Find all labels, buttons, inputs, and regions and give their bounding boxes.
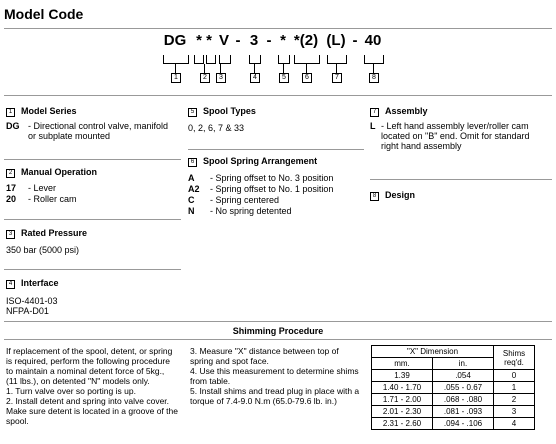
section-title: Interface [21, 278, 59, 288]
marker-7: 7 [332, 73, 342, 83]
cell-in: .094 - .106 [433, 418, 494, 430]
code-stem [336, 64, 337, 73]
divider [4, 321, 552, 322]
code-stem [175, 64, 176, 73]
code-part-spring: *(2) [293, 32, 319, 49]
cell-in: .068 - .080 [433, 394, 494, 406]
item-key: C [188, 195, 195, 205]
item-text: - Directional control valve, manifold or subplate mounted [28, 121, 169, 141]
section-assembly [370, 106, 550, 151]
section-design [370, 190, 550, 201]
section-model-series [6, 106, 182, 141]
shimming-intro: If replacement of the spool, detent, or spring is required, perform the following procedure to maintain a nominal detent force of 5kg., (11 lbs.), on detented "N" models only. [6, 346, 173, 386]
page-title: Model Code [4, 6, 84, 22]
section-title: Spool Types [203, 106, 256, 116]
section-number: 2 [6, 169, 15, 178]
section-spool-types [188, 106, 364, 133]
item-key: A2 [188, 184, 200, 194]
code-bracket [294, 55, 320, 64]
code-stem [220, 64, 221, 73]
cell-mm: 2.31 - 2.60 [372, 418, 433, 430]
section-interface [6, 278, 182, 316]
cell-mm: 2.01 - 2.30 [372, 406, 433, 418]
code-stem [373, 64, 374, 73]
item-key: A [188, 173, 195, 183]
cell-shims: 2 [494, 394, 535, 406]
code-bracket [194, 55, 204, 64]
shimming-step: 1. Turn valve over so porting is up. [6, 386, 136, 396]
code-part-dash: - [352, 32, 358, 49]
interface-line: NFPA-D01 [6, 306, 49, 316]
code-part-series: DG [163, 32, 187, 49]
section-number: 6 [188, 158, 197, 167]
divider [370, 179, 552, 180]
divider [4, 95, 552, 96]
divider [4, 159, 181, 160]
item-key: L [370, 121, 376, 131]
table-row [372, 406, 535, 418]
code-stem [204, 64, 205, 73]
section-rated-pressure [6, 228, 182, 255]
shimming-step: 3. Measure "X" distance between top of spring and spot face. [190, 346, 339, 366]
code-stem [306, 64, 307, 73]
code-stem [254, 64, 255, 73]
divider [4, 28, 552, 29]
item-key: N [188, 206, 195, 216]
cell-shims: 0 [494, 370, 535, 382]
code-stem [283, 64, 284, 73]
section-title: Manual Operation [21, 167, 98, 177]
code-bracket [249, 55, 261, 64]
section-title: Rated Pressure [21, 228, 88, 238]
marker-2: 2 [200, 73, 210, 83]
item-text: - Roller cam [28, 194, 77, 204]
section-spool-spring [188, 156, 364, 217]
table-row [372, 394, 535, 406]
divider [4, 269, 181, 270]
code-bracket [278, 55, 290, 64]
code-bracket [219, 55, 231, 64]
cell-in: .081 - .093 [433, 406, 494, 418]
code-part-dash: - [266, 32, 272, 49]
shimming-step: 4. Use this measurement to determine shims from table. [190, 366, 359, 386]
cell-shims: 1 [494, 382, 535, 394]
shimming-steps-column [190, 346, 360, 406]
section-manual-operation [6, 167, 182, 205]
item-text: - Lever [28, 183, 57, 193]
code-part-design: 40 [364, 32, 382, 49]
cell-mm: 1.71 - 2.00 [372, 394, 433, 406]
divider [4, 339, 552, 340]
section-title: Model Series [21, 106, 77, 116]
cell-mm: 1.39 [372, 370, 433, 382]
table-row [372, 382, 535, 394]
section-title: Spool Spring Arrangement [203, 156, 318, 166]
cell-in: .054 [433, 370, 494, 382]
rated-pressure-value: 350 bar (5000 psi) [6, 245, 80, 255]
code-part-assembly: (L) [326, 32, 346, 49]
item-key: 17 [6, 183, 17, 193]
shimming-title: Shimming Procedure [232, 326, 324, 336]
marker-3: 3 [216, 73, 226, 83]
item-text: - Spring offset to No. 1 position [210, 184, 334, 194]
code-part-operation: * * [196, 32, 212, 49]
shims-header: Shims req'd. [494, 346, 535, 370]
code-bracket [163, 55, 189, 64]
section-number: 3 [6, 230, 15, 239]
cell-shims: 3 [494, 406, 535, 418]
divider [4, 219, 181, 220]
marker-6: 6 [302, 73, 312, 83]
section-number: 8 [370, 192, 379, 201]
section-number: 5 [188, 108, 197, 117]
marker-8: 8 [369, 73, 379, 83]
shimming-intro-column [6, 346, 178, 426]
item-text: - No spring detented [210, 206, 292, 216]
section-number: 1 [6, 108, 15, 117]
section-title: Assembly [385, 106, 428, 116]
shims-table [371, 345, 535, 430]
item-key: 20 [6, 194, 17, 204]
cell-in: .055 - 0.67 [433, 382, 494, 394]
cell-mm: 1.40 - 1.70 [372, 382, 433, 394]
spool-types-value: 0, 2, 6, 7 & 33 [188, 123, 245, 133]
table-row [372, 370, 535, 382]
code-bracket [364, 55, 384, 64]
cell-shims: 4 [494, 418, 535, 430]
divider [188, 149, 364, 150]
item-text: - Left hand assembly lever/roller cam located on "B" end. Omit for standard right hand assembly [381, 121, 530, 151]
marker-5: 5 [279, 73, 289, 83]
section-number: 7 [370, 108, 379, 117]
marker-4: 4 [250, 73, 260, 83]
dim-header: "X" Dimension [372, 346, 494, 358]
code-part-pressure: 3 [249, 32, 259, 49]
code-part-spool: * [280, 32, 286, 49]
item-text: - Spring offset to No. 3 position [210, 173, 334, 183]
code-bracket [206, 55, 216, 64]
section-title: Design [385, 190, 416, 200]
item-key: DG [6, 121, 20, 131]
interface-line: ISO-4401-03 [6, 296, 58, 306]
shimming-step: 2. Install detent and spring into valve cover. Make sure detent is located in a groove of the spool. [6, 396, 178, 426]
table-row [372, 418, 535, 430]
item-text: - Spring centered [210, 195, 280, 205]
col-in: in. [433, 358, 494, 370]
shimming-step: 5. Install shims and tread plug in place with a torque of 7.4-9.0 N.m (65.0-79.6 lb. in.) [190, 386, 360, 406]
code-bracket [327, 55, 347, 64]
section-number: 4 [6, 280, 15, 289]
code-part-v: V [218, 32, 229, 49]
marker-1: 1 [171, 73, 181, 83]
col-mm: mm. [372, 358, 433, 370]
code-part-dash: - [235, 32, 241, 49]
